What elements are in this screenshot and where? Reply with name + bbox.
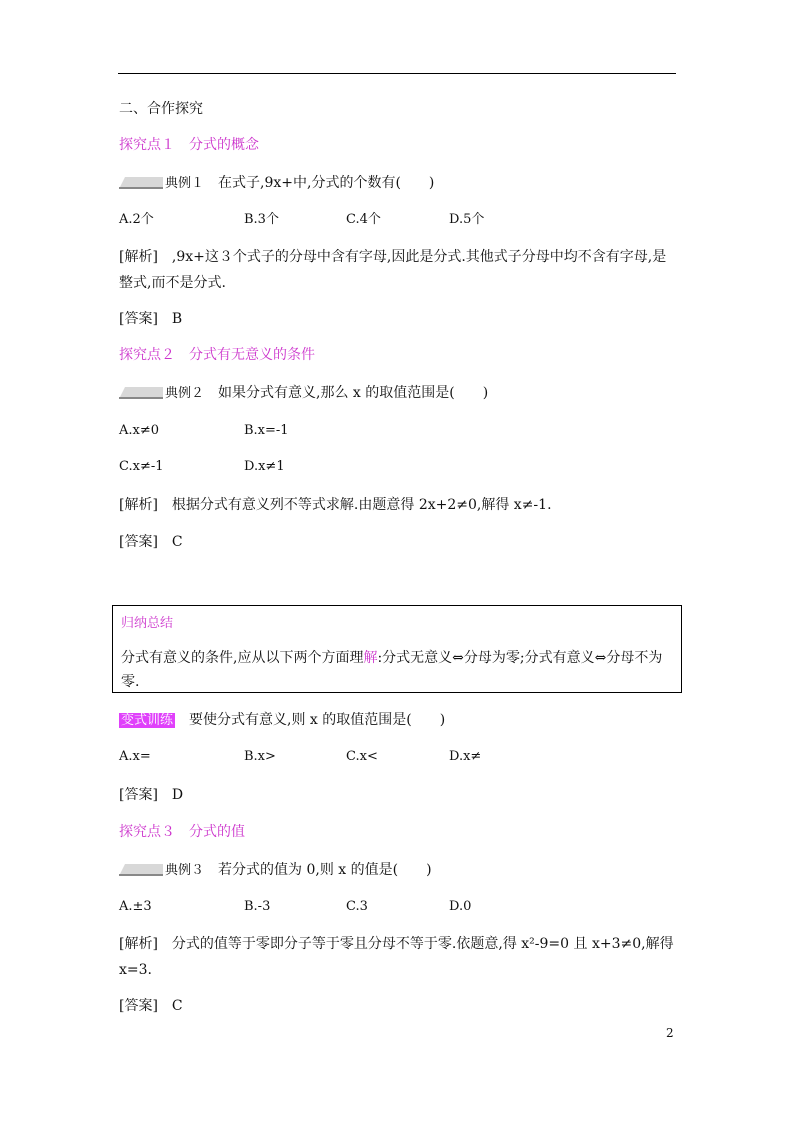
- option-d: D.5个: [449, 212, 485, 227]
- example-3-question: 若分式的值为 0,则 x 的值是( ): [218, 862, 432, 878]
- variant-question-line: [119, 709, 445, 732]
- option-b: B.x>: [244, 749, 276, 764]
- option-d: D.x≠: [449, 749, 482, 764]
- option-a: A.x=: [119, 749, 151, 764]
- option-b: B.-3: [244, 899, 271, 914]
- analysis-3-line-2: x=3.: [119, 962, 152, 978]
- option-c: C.4个: [346, 212, 381, 227]
- variant-options: [119, 746, 679, 768]
- example-tab-icon: [119, 387, 163, 399]
- page-number: 2: [666, 1026, 674, 1040]
- example-1-question: 在式子,9x+中,分式的个数有( ): [218, 175, 435, 191]
- analysis-2: [解析] 根据分式有意义列不等式求解.由题意得 2x+2≠0,解得 x≠-1.: [119, 497, 552, 513]
- option-b: B.3个: [244, 212, 279, 227]
- variant-badge: 变式训练: [121, 713, 174, 728]
- option-d: D.x≠1: [244, 459, 285, 474]
- example-2-options-row-2: [119, 456, 679, 478]
- summary-body: [121, 646, 671, 694]
- option-b: B.x=-1: [244, 423, 289, 438]
- point-3-title: 探究点３ 分式的值: [119, 824, 245, 840]
- option-c: C.x<: [346, 749, 378, 764]
- example-tab-icon: [119, 177, 163, 189]
- point-2-title: 探究点２ 分式有无意义的条件: [119, 347, 315, 363]
- example-3: [119, 859, 432, 882]
- example-3-label: 典例３: [165, 863, 205, 878]
- example-2-label: 典例２: [165, 386, 205, 401]
- point-1-title: 探究点１ 分式的概念: [119, 137, 259, 153]
- answer-1: [答案] B: [119, 311, 183, 327]
- example-2-options-row-1: [119, 420, 679, 442]
- variant-answer: [答案] D: [119, 787, 184, 803]
- header-rule: [118, 73, 676, 74]
- option-a: A.x≠0: [119, 423, 160, 438]
- option-a: A.2个: [119, 212, 154, 227]
- answer-2: [答案] C: [119, 534, 183, 550]
- answer-3: [答案] C: [119, 998, 183, 1014]
- example-2-question: 如果分式有意义,那么 x 的取值范围是( ): [218, 385, 489, 401]
- option-c: C.3: [346, 899, 368, 914]
- option-c: C.x≠-1: [119, 459, 164, 474]
- summary-title: 归纳总结: [121, 616, 174, 631]
- analysis-1-line-2: 整式,而不是分式.: [119, 275, 226, 291]
- example-3-options: [119, 896, 679, 918]
- summary-text-2: :分式无意义⇔分母为零;分式有意义⇔分母不为零.: [121, 650, 663, 690]
- summary-box: [112, 605, 682, 693]
- section-heading: 二、合作探究: [119, 101, 203, 117]
- example-1: [119, 172, 434, 195]
- analysis-3-line-1: [解析] 分式的值等于零即分子等于零且分母不等于零.依题意,得 x²-9=0 且 x+3≠0,解得: [119, 936, 674, 952]
- example-2: [119, 382, 488, 405]
- summary-highlight: 解: [363, 650, 378, 666]
- example-1-label: 典例１: [165, 176, 205, 191]
- analysis-1-line-1: [解析] ,9x+这３个式子的分母中含有字母,因此是分式.其他式子分母中均不含有字母,是: [119, 249, 667, 265]
- example-tab-icon: [119, 864, 163, 876]
- option-d: D.0: [449, 899, 472, 914]
- option-a: A.±3: [119, 899, 152, 914]
- example-1-options: [119, 209, 679, 231]
- variant-question: 要使分式有意义,则 x 的取值范围是( ): [189, 712, 446, 728]
- summary-text-1: 分式有意义的条件,应从以下两个方面理: [121, 650, 364, 666]
